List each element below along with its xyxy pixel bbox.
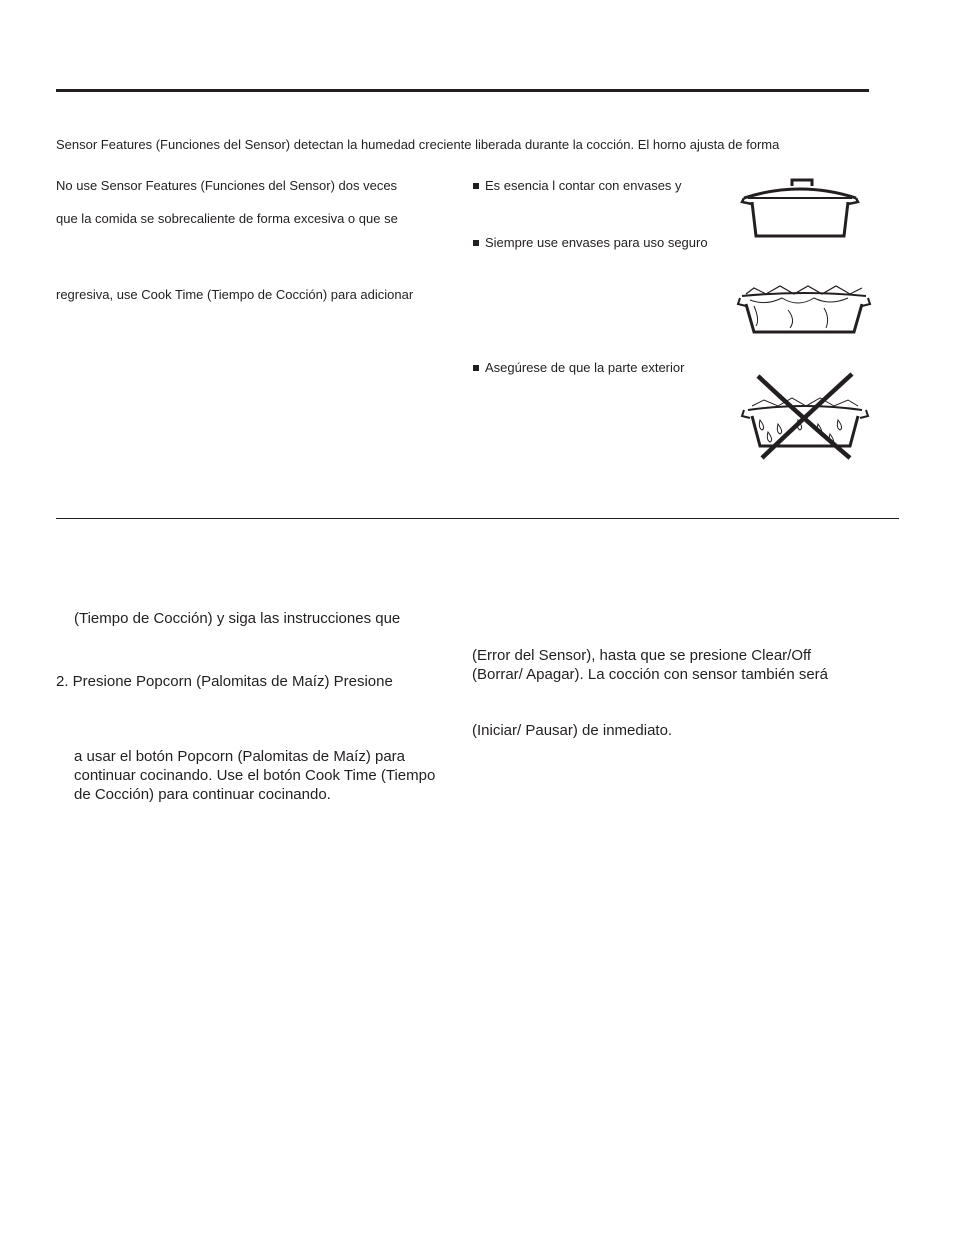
covered-casserole-icon [740, 176, 860, 242]
lower-right-line-1: (Error del Sensor), hasta que se presione Clear/Off [472, 647, 812, 664]
bullet-item-microwave-safe [473, 235, 708, 251]
lower-left-line-2: 2. Presione Popcorn (Palomitas de Maíz) Presione [56, 673, 393, 690]
intro-text: Sensor Features (Funciones del Sensor) detectan la humedad creciente liberada durante la cocción. El horno ajusta de forma [56, 137, 780, 152]
lower-left-line-1: (Tiempo de Cocción) y siga las instrucciones que [74, 610, 401, 627]
bullet-item-containers [473, 178, 682, 194]
plastic-wrap-dish-icon [736, 280, 872, 338]
wet-dish-crossed-icon [738, 370, 872, 462]
left-text-line-1: No use Sensor Features (Funciones del Sensor) dos veces [56, 178, 398, 193]
bullet-text: Es esencia l contar con envases y [485, 178, 682, 193]
lower-right-line-3: (Iniciar/ Pausar) de inmediato. [472, 722, 673, 739]
bullet-icon [473, 240, 479, 246]
bullet-text: Siempre use envases para uso seguro [485, 235, 708, 250]
bullet-item-dry-exterior [473, 360, 684, 376]
bullet-icon [473, 183, 479, 189]
top-rule [56, 89, 869, 92]
lower-left-line-5: de Cocción) para continuar cocinando. [74, 786, 331, 803]
bullet-icon [473, 365, 479, 371]
bullet-text: Asegúrese de que la parte exterior [485, 360, 685, 375]
left-text-line-2: que la comida se sobrecaliente de forma excesiva o que se [56, 211, 398, 226]
section-divider [56, 518, 899, 519]
left-text-line-3: regresiva, use Cook Time (Tiempo de Cocción) para adicionar [56, 287, 414, 302]
lower-left-line-4: continuar cocinando. Use el botón Cook Time (Tiempo [74, 767, 436, 784]
lower-left-line-3: a usar el botón Popcorn (Palomitas de Maíz) para [74, 748, 406, 765]
lower-right-line-2: (Borrar/ Apagar). La cocción con sensor también será [472, 666, 829, 683]
